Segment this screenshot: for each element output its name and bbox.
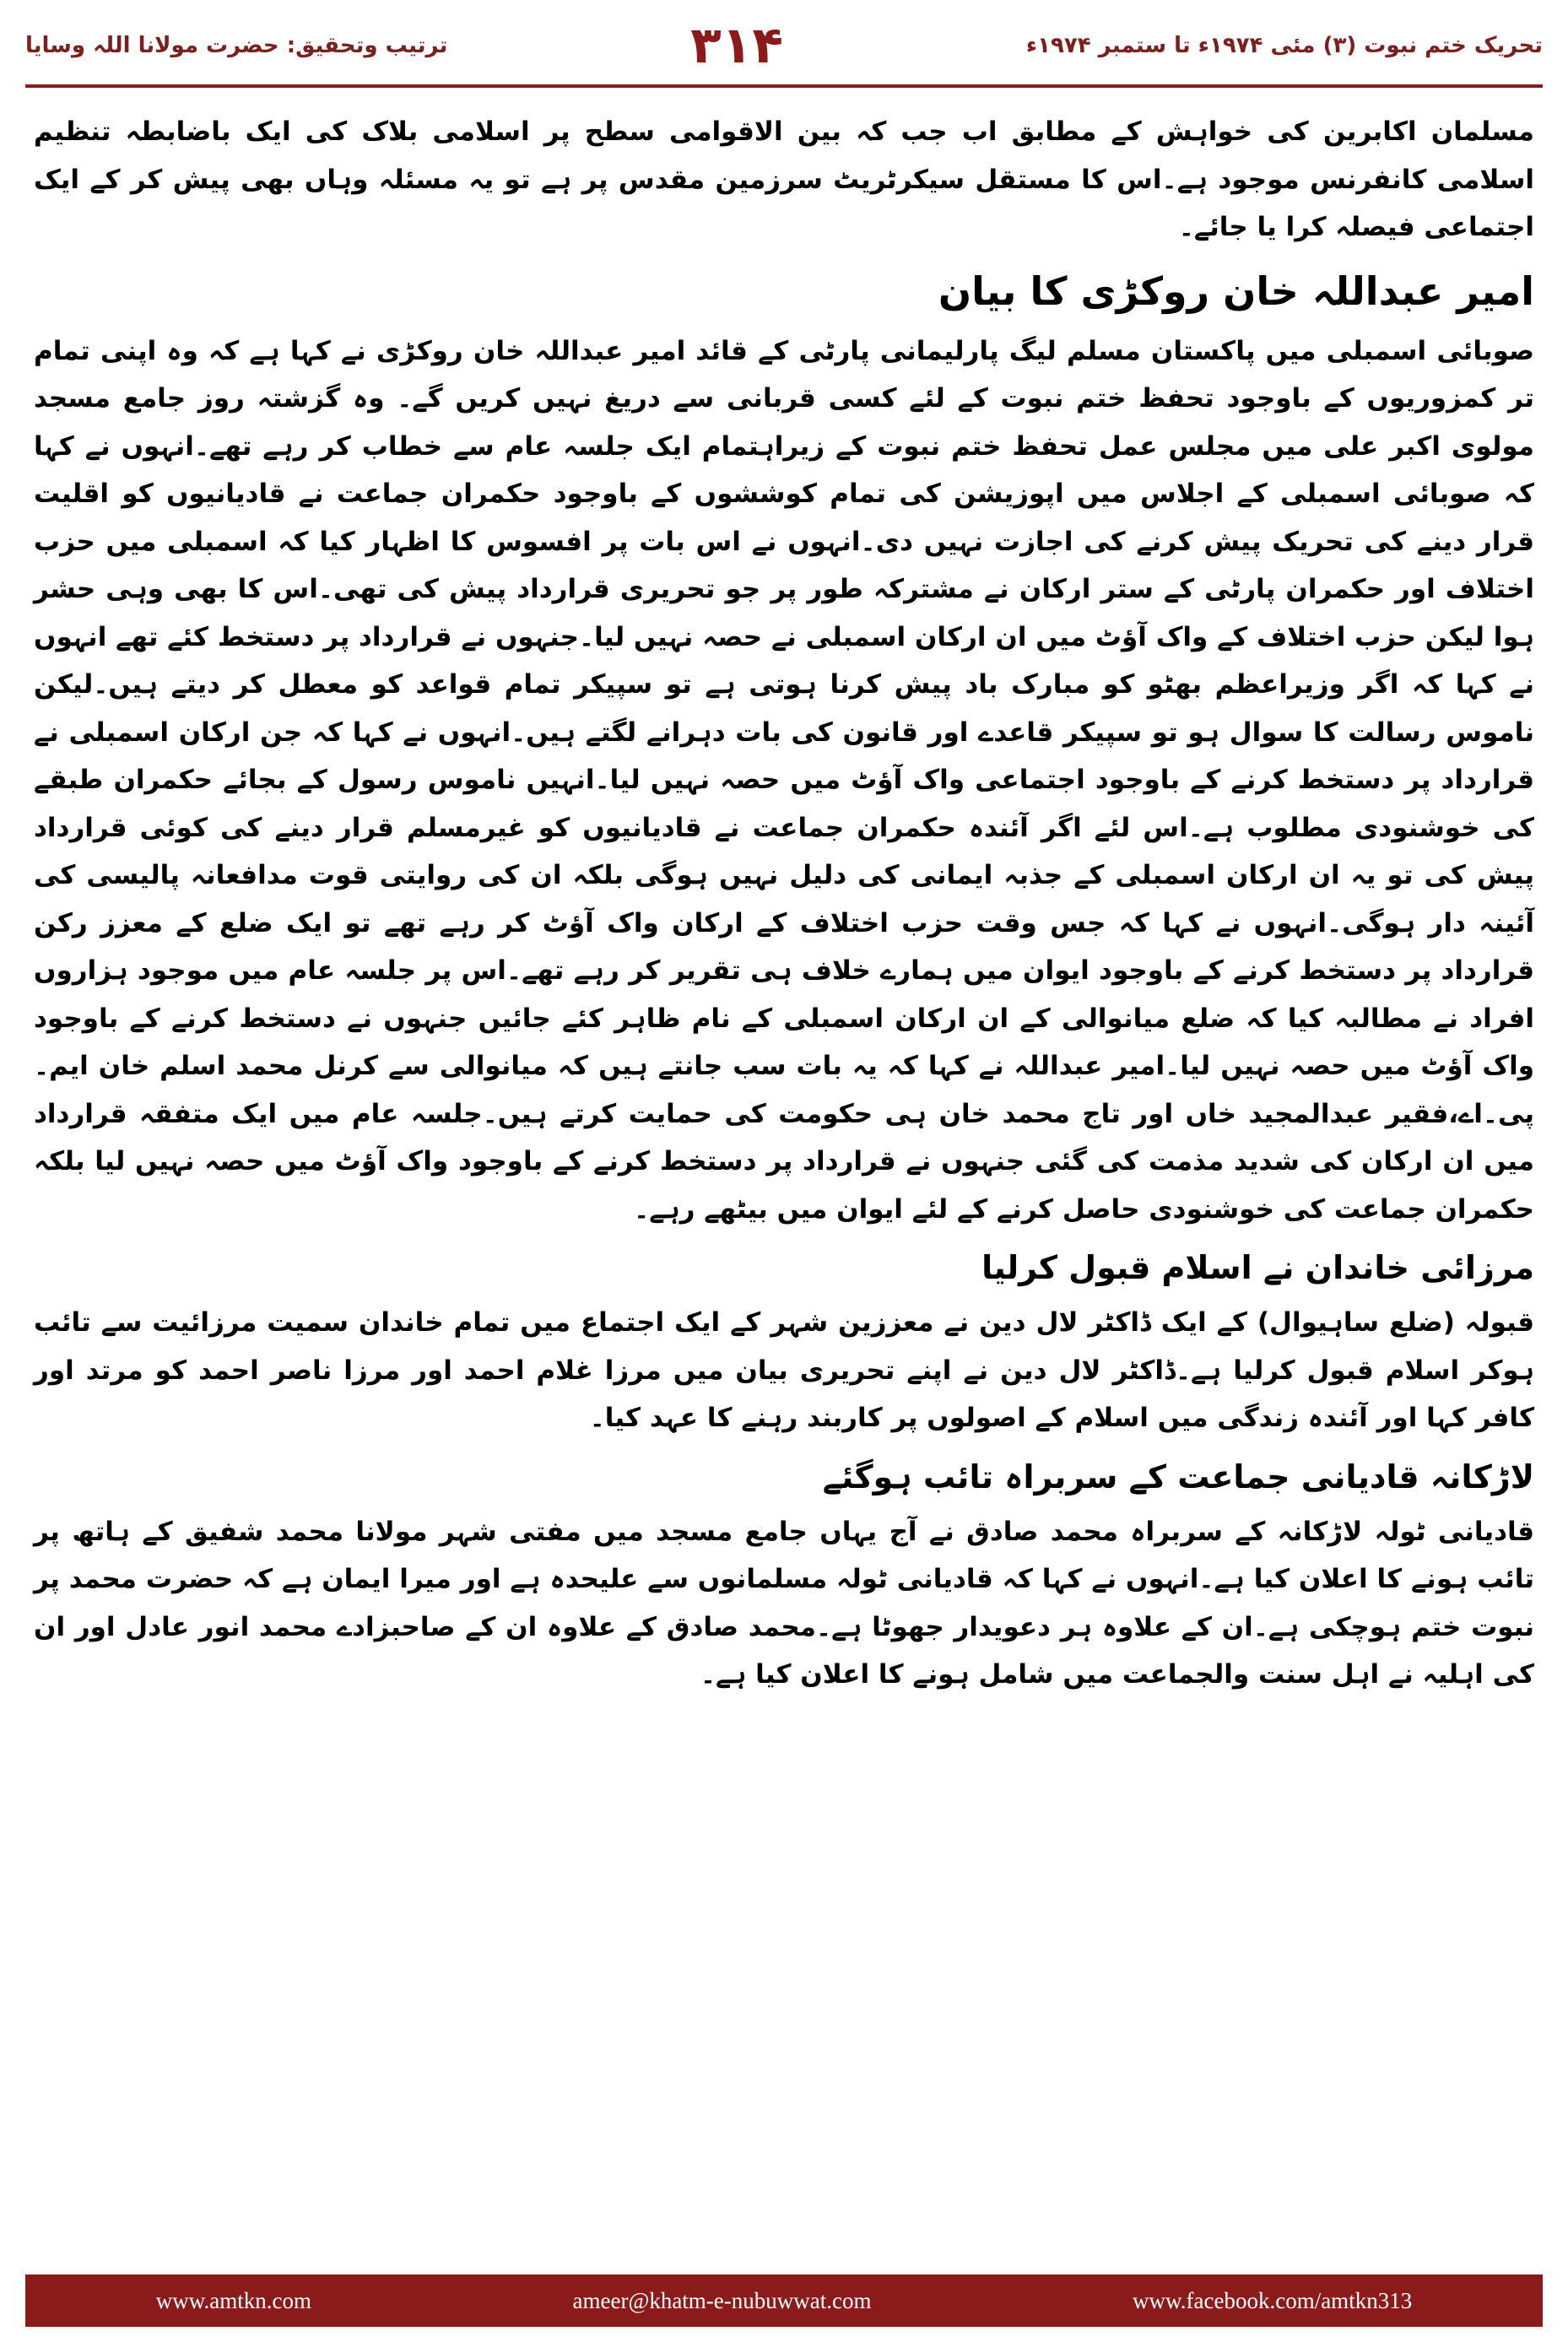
section-heading-larkana: لاڑکانہ قادیانی جماعت کے سربراہ تائب ہوگئے [822, 1458, 1534, 1496]
section-paragraph-mirzai-family: قبولہ (ضلع ساہیوال) کے ایک ڈاکٹر لال دین نے معززین شہر کے ایک اجتماع میں تمام خاندان سمیت مرزائیت سے تائب ہوکر اسلام قبول کرلیا ہے۔ڈاکٹر لال دین نے اپنے تحریری بیان میں مرزا غلام احمد اور مرزا ناصر احمد کو مرتد اور کافر کہا اور آئندہ زندگی میں اسلام کے اصولوں پر کاربند رہنے کا عہد کیا۔ [34, 1307, 1534, 1433]
section-heading-rokri-statement: امیر عبداللہ خان روکڑی کا بیان [938, 268, 1534, 314]
website-link[interactable]: www.amtkn.com [155, 2287, 311, 2313]
compiler-credit: ترتیب وتحقیق: حضرت مولانا اللہ وسایا [25, 33, 448, 58]
section-paragraph-rokri-statement: صوبائی اسمبلی میں پاکستان مسلم لیگ پارلیمانی پارٹی کے قائد امیر عبداللہ خان روکڑی نے کہا ہے کہ وہ اپنی تمام تر کمزوریوں کے باوجود تحفظ ختم نبوت کے لئے کسی قربانی سے دریغ نہیں کریں گے۔ وہ گزشتہ روز جامع مسجد مولوی اکبر علی میں مجلس عمل تحفظ ختم نبوت کے زیراہتمام ایک جلسہ عام سے خطاب کر رہے تھے۔انہوں نے کہا کہ صوبائی اسمبلی کے اجلاس میں اپوزیشن کی تمام کوششوں کے باوجود حکمران جماعت نے قادیانیوں کو اقلیت قرار دینے کی تحریک پیش کرنے کی اجازت نہیں دی۔انہوں نے اس بات پر افسوس کا اظہار کیا کہ اسمبلی میں حزب اختلاف اور حکمران پارٹی کے ستر ارکان نے مشترکہ طور پر جو تحریری قرارداد پیش کی تھی۔اس کا بھی وہی حشر ہوا لیکن حزب اختلاف کے واک آؤٹ میں ان ارکان اسمبلی نے حصہ نہیں لیا۔جنہوں نے قرارداد پر دستخط کئے تھے انہوں نے کہا کہ اگر وزیراعظم بھٹو کو مبارک باد پیش کرنا ہوتی ہے تو سپیکر تمام قواعد کو معطل کر دیتے ہیں۔لیکن ناموس رسالت کا سوال ہو تو سپیکر قاعدے اور قانون کی بات دہرانے لگتے ہیں۔انہوں نے کہا کہ جن ارکان اسمبلی نے قرارداد پر دستخط کرنے کے باوجود اجتماعی واک آؤٹ میں حصہ نہیں لیا۔انہیں ناموس رسول کے بجائے حکمران طبقے کی خوشنودی مطلوب ہے۔اس لئے اگر آئندہ حکمران جماعت نے قادیانیوں کو غیرمسلم قرار دینے کی کوئی قرارداد پیش کی تو یہ ان ارکان اسمبلی کے جذبہ ایمانی کی دلیل نہیں ہوگی بلکہ ان کی روایتی قوت مدافعانہ پالیسی کی آئینہ دار ہوگی۔انہوں نے کہا کہ جس وقت حزب اختلاف کے ارکان واک آؤٹ کر رہے تھے تو ایک ضلع کے معزز رکن قرارداد پر دستخط کرنے کے باوجود ایوان میں ہمارے خلاف ہی تقریر کر رہے تھے۔اس پر جلسہ عام میں موجود ہزاروں افراد نے مطالبہ کیا کہ ضلع میانوالی کے ان ارکان اسمبلی کے نام ظاہر کئے جائیں جنہوں نے دستخط کرنے کے باوجود واک آؤٹ میں حصہ نہیں لیا۔امیر عبداللہ نے کہا کہ یہ بات سب جانتے ہیں کہ میانوالی سے کرنل محمد اسلم خان ایم۔پی۔اے،فقیر عبدالمجید خاں اور تاج محمد خان ہی حکومت کی حمایت کرتے ہیں۔جلسہ عام میں ایک متفقہ قرارداد میں ان ارکان کی شدید مذمت کی گئی جنہوں نے قرارداد پر دستخط کرنے کے باوجود واک آؤٹ میں حصہ نہیں لیا بلکہ حکمران جماعت کی خوشنودی حاصل کرنے کے لئے ایوان میں بیٹھے رہے۔ [34, 335, 1534, 1225]
page-body [34, 108, 1534, 2241]
section-heading-mirzai-family: مرزائی خاندان نے اسلام قبول کرلیا [981, 1249, 1534, 1286]
page-header [25, 15, 1543, 76]
page-footer [25, 2274, 1543, 2327]
facebook-link[interactable]: www.facebook.com/amtkn313 [1133, 2287, 1413, 2313]
section-paragraph-larkana: قادیانی ٹولہ لاڑکانہ کے سربراہ محمد صادق نے آج یہاں جامع مسجد میں مفتی شہر مولانا محمد شفیق کے ہاتھ پر تائب ہونے کا اعلان کیا ہے۔انہوں نے کہا کہ قادیانی ٹولہ مسلمانوں سے علیحدہ ہے اور میرا ایمان ہے کہ حضرت محمد پر نبوت ختم ہوچکی ہے۔ان کے علاوہ ہر دعویدار جھوٹا ہے۔محمد صادق کے علاوہ ان کے صاحبزادے محمد انور عادل اور ان کی اہلیہ نے اہل سنت والجماعت میں شامل ہونے کا اعلان کیا ہے۔ [34, 1516, 1534, 1690]
email-link[interactable]: ameer@khatm-e-nubuwwat.com [572, 2287, 872, 2313]
intro-paragraph: مسلمان اکابرین کی خواہش کے مطابق اب جب کہ بین الاقوامی سطح پر اسلامی بلاک کی ایک باضابطہ تنظیم اسلامی کانفرنس موجود ہے۔اس کا مستقل سیکرٹریٹ سرزمین مقدس پر ہے تو یہ مسئلہ وہاں بھی پیش کر کے ایک اجتماعی فیصلہ کرا یا جائے۔ [34, 116, 1534, 242]
header-divider [25, 84, 1543, 88]
page-number: ۳۱۴ [690, 16, 784, 75]
book-title: تحریک ختم نبوت (۳) مئی ۱۹۷۴ء تا ستمبر ۱۹۷۴ء [1025, 33, 1543, 58]
